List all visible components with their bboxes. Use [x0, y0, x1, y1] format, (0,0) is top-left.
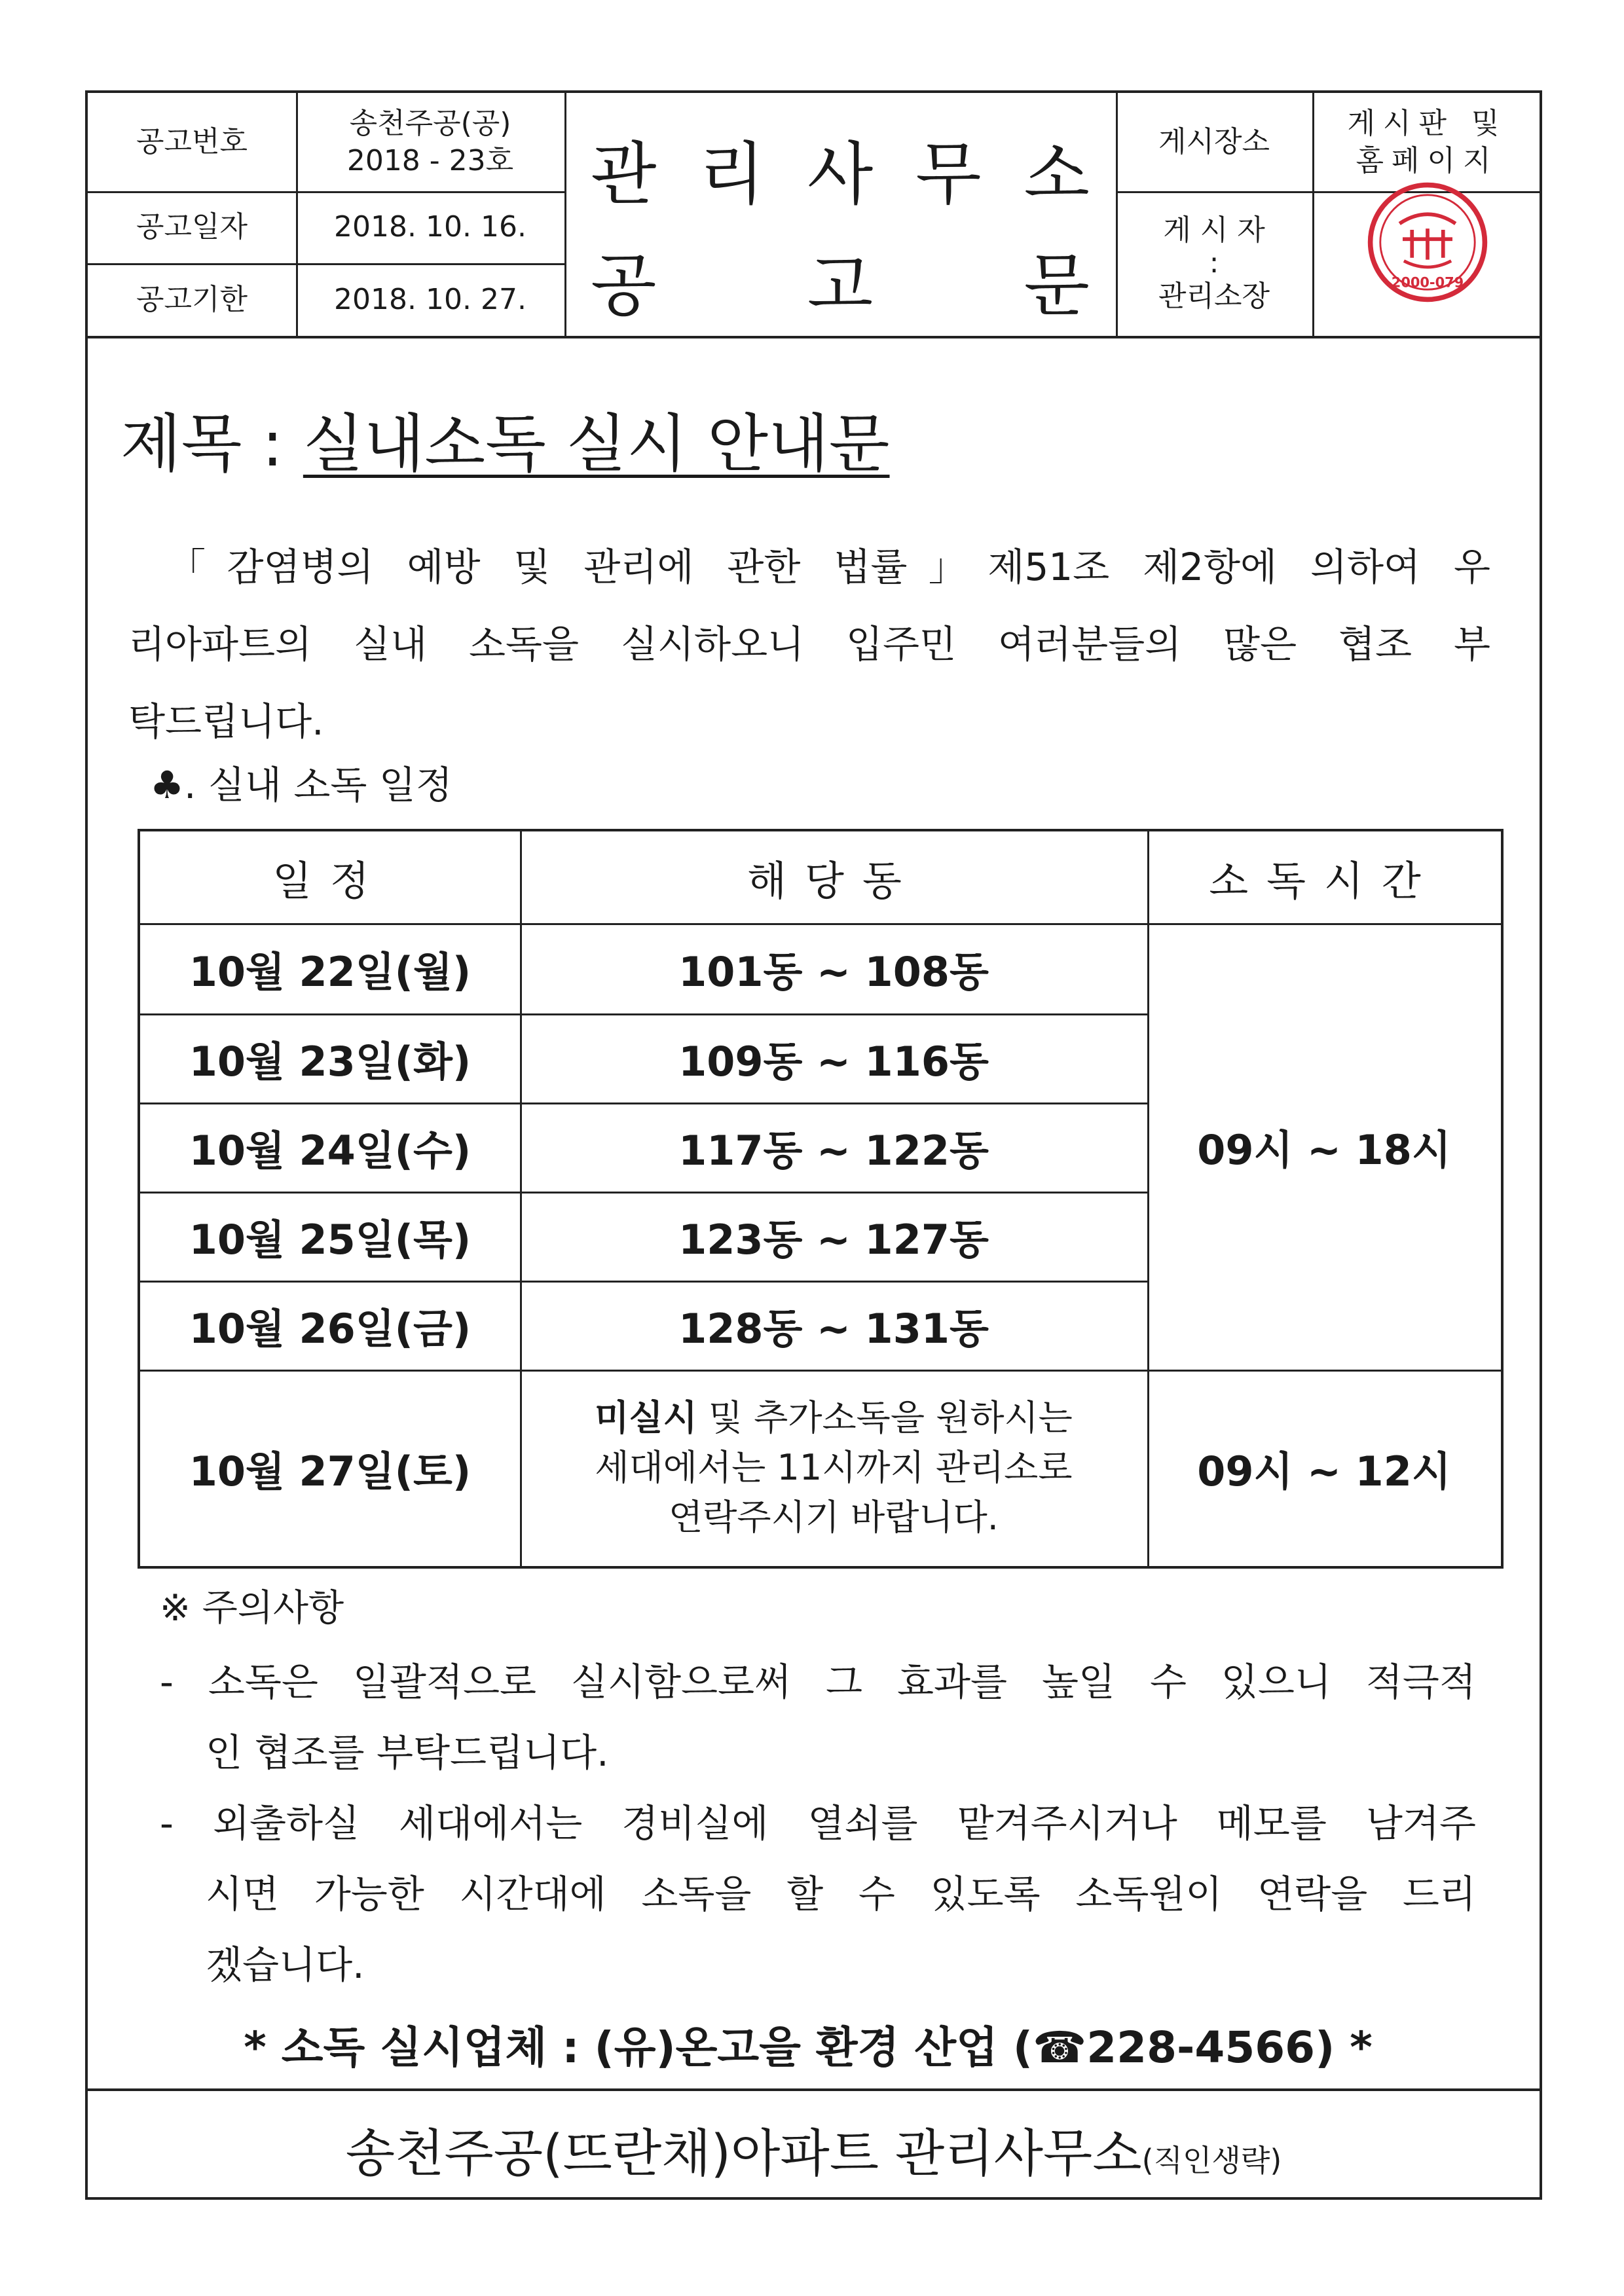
cautions-heading: ※ 주의사항: [160, 1587, 344, 1630]
title-char: 관: [591, 134, 657, 214]
poster-label: [1116, 191, 1312, 336]
last-note-line2: 세대에서는 11시까지 관리소로: [595, 1447, 1073, 1488]
title-line1: [564, 119, 1116, 217]
col-header-time: 소독시간: [1209, 856, 1439, 905]
header-table: [88, 93, 1540, 338]
title-char: 문: [1024, 246, 1090, 325]
caution-item2-line2: 시면 가능한 시간대에 소독을 할 수 있도록 소독원이 연락을 드리: [206, 1872, 1476, 1916]
intro-line1: 「감염병의 예방 및 관리에 관한 법률」제51조 제2항에 의하여 우: [168, 545, 1490, 589]
last-note: [520, 1370, 1147, 1566]
table-row-buildings: 117동 ~ 122동: [678, 1126, 989, 1175]
caution-item1-line1: - 소독은 일괄적으로 실시함으로써 그 효과를 높일 수 있으니 적극적: [160, 1660, 1476, 1704]
intro-paragraph: [128, 528, 1490, 760]
stamp-text: 2000-079: [1391, 274, 1464, 291]
post-location-value-line2: 홈페이지: [1356, 144, 1499, 177]
notice-number-value-line2: 2018 - 23호: [346, 144, 514, 177]
table-row-buildings: 128동 ~ 131동: [678, 1304, 989, 1353]
title-char: 리: [699, 134, 765, 214]
notice-date-value: 2018. 10. 16.: [334, 210, 526, 244]
title-char: 무: [915, 134, 982, 214]
caution-item2-line3: 겠습니다.: [206, 1942, 365, 1987]
notice-number-value-line1: 송천주공(공): [349, 106, 511, 140]
office-seal-stamp: [1365, 180, 1490, 304]
post-location-value-line1: 게시판 및: [1347, 106, 1507, 140]
table-row-date: 10월 26일(금): [189, 1304, 471, 1353]
last-note-line3: 연락주시기 바랍니다.: [669, 1497, 999, 1538]
table-row-buildings: 101동 ~ 108동: [678, 947, 989, 996]
table-row-date: 10월 22일(월): [189, 947, 471, 996]
poster-label-line2: :: [1209, 246, 1219, 280]
footer: [88, 2113, 1540, 2186]
notice-deadline-value: 2018. 10. 27.: [334, 282, 526, 316]
schedule-table: [138, 829, 1504, 1569]
last-time: 09시 ~ 12시: [1197, 1447, 1451, 1495]
subject-line: [120, 394, 890, 484]
post-location-value: [1312, 93, 1542, 191]
vendor-line: * 소독 실시업체 : (유)온고을 환경 산업 (☎228-4566) *: [244, 2022, 1373, 2073]
weekday-time: 09시 ~ 18시: [1197, 1125, 1451, 1174]
table-row-date: 10월 24일(수): [189, 1126, 471, 1175]
footer-divider: [88, 2088, 1540, 2091]
table-row-buildings: 109동 ~ 116동: [678, 1037, 989, 1085]
footer-small: (직인생략): [1141, 2143, 1282, 2178]
poster-label-line3: 관리소장: [1158, 279, 1270, 313]
last-note-bold: 미실시: [595, 1397, 697, 1438]
title-char: 공: [591, 246, 657, 325]
title-char: 고: [807, 246, 874, 325]
table-row-date: 10월 25일(목): [189, 1215, 471, 1264]
caution-item1-line2: 인 협조를 부탁드립니다.: [206, 1730, 609, 1775]
post-location-label: 게시장소: [1158, 125, 1270, 159]
col-header-date: 일정: [272, 856, 388, 905]
title-line2: [564, 230, 1116, 329]
subject-title: 실내소독 실시 안내문: [303, 407, 890, 481]
last-note-line1: 미실시 및 추가소독을 원하시는: [595, 1397, 1073, 1438]
subject-prefix: 제목 :: [120, 407, 303, 481]
notice-frame: [85, 90, 1542, 2200]
title-char: 사: [807, 134, 874, 214]
caution-item2-line1: - 외출하실 세대에서는 경비실에 열쇠를 맡겨주시거나 메모를 남겨주: [160, 1801, 1476, 1846]
notice-number-label: 공고번호: [136, 125, 248, 159]
col-header-building: 해당동: [747, 856, 920, 905]
notice-number-value: [296, 93, 564, 191]
intro-line3: 탁드립니다.: [128, 699, 324, 744]
notice-date-label: 공고일자: [136, 210, 248, 244]
office-notice-title: [564, 93, 1116, 336]
title-char: 소: [1024, 134, 1090, 214]
poster-label-line1: 게 시 자: [1163, 213, 1265, 247]
schedule-heading: ♣. 실내 소독 일정: [150, 763, 452, 807]
last-date: 10월 27일(토): [189, 1447, 471, 1495]
notice-deadline-label: 공고기한: [136, 282, 248, 316]
table-row-buildings: 123동 ~ 127동: [678, 1215, 989, 1264]
intro-line2: 리아파트의 실내 소독을 실시하오니 입주민 여러분들의 많은 협조 부: [128, 622, 1490, 666]
table-row-date: 10월 23일(화): [189, 1037, 471, 1085]
footer-main: 송천주공(뜨란채)아파트 관리사무소: [345, 2124, 1142, 2183]
